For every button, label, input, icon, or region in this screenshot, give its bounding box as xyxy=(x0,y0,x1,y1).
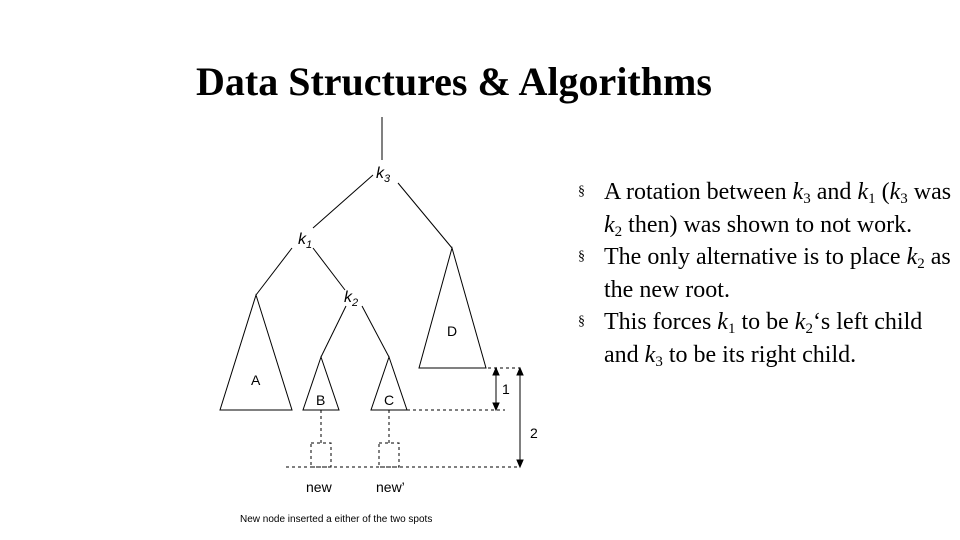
node-k1-label: $k_1$ xyxy=(298,231,313,251)
height-arrow-2-head-top xyxy=(517,368,523,375)
height-arrow-1-head-bottom xyxy=(493,403,499,410)
edge-k3-d xyxy=(398,183,452,248)
bullet-text: ( xyxy=(875,179,890,205)
bullet-text: A rotation between xyxy=(604,179,793,205)
bullet-text: as the new root. xyxy=(604,244,951,303)
subtree-d-label: D xyxy=(447,323,458,339)
bullet-variable: k xyxy=(604,211,615,238)
bullet-variable: k xyxy=(857,179,869,205)
height-label-2: 2 xyxy=(530,425,538,441)
bullet-text: to be xyxy=(735,309,795,335)
bullet-variable: k xyxy=(644,341,656,368)
bullet-variable: k xyxy=(717,309,728,335)
bullet-text: This forces xyxy=(604,309,718,335)
bullet-subscript: 2 xyxy=(917,256,925,272)
bullet-list xyxy=(576,176,956,371)
bullet-variable: k xyxy=(906,244,918,270)
bullet-subscript: 3 xyxy=(900,191,908,207)
bullet-subscript: 2 xyxy=(614,223,623,240)
bullet-marker-icon: § xyxy=(578,249,585,264)
bullet-text: and xyxy=(810,179,858,205)
bullet-variable: k xyxy=(889,179,901,205)
bullet-text: then) was shown to not work. xyxy=(622,211,913,238)
subtree-a-label: A xyxy=(251,372,261,388)
bullet-text: to be its right child. xyxy=(662,341,857,368)
bullet-subscript: 3 xyxy=(655,353,663,370)
subtree-c-label: C xyxy=(384,392,395,408)
bullet-text: was xyxy=(907,179,952,205)
bullet-marker-icon: § xyxy=(578,314,585,329)
bullet-marker-icon: § xyxy=(578,184,585,199)
bullet-subscript: 1 xyxy=(868,191,876,207)
edge-k1-k2 xyxy=(313,248,345,290)
bullet-subscript: 2 xyxy=(805,321,813,337)
height-arrow-1-head-top xyxy=(493,368,499,375)
insert-box-new-prime xyxy=(379,443,399,467)
height-label-1: 1 xyxy=(502,381,510,397)
bullet-variable: k xyxy=(794,309,806,335)
diagram-caption: New node inserted a either of the two spots xyxy=(240,514,433,525)
insert-label-new-prime: new’ xyxy=(376,479,405,495)
bullet-subscript: 3 xyxy=(803,191,811,207)
subtree-b-label: B xyxy=(316,392,326,408)
insert-box-new xyxy=(311,443,331,467)
edge-k1-a xyxy=(256,248,292,295)
bullet-text: ‘s left child and xyxy=(604,309,923,368)
bullet-text: The only alternative is to place xyxy=(604,244,907,270)
bullet-item xyxy=(576,241,956,306)
edge-k2-c xyxy=(362,306,389,357)
edge-k2-b xyxy=(321,306,346,357)
bullet-subscript: 1 xyxy=(727,321,736,337)
insert-label-new: new xyxy=(306,479,332,495)
subtree-a-triangle xyxy=(220,295,292,410)
edge-k3-k1 xyxy=(313,175,373,228)
height-arrow-2-head-bottom xyxy=(517,460,523,467)
subtree-d-triangle xyxy=(419,248,486,368)
bullet-item xyxy=(576,176,956,241)
node-k2-label: $k_2$ xyxy=(344,289,359,309)
slide-title: Data Structures & Algorithms xyxy=(196,59,712,104)
bullet-variable: k xyxy=(792,179,804,205)
bullet-item xyxy=(576,306,956,371)
node-k3-label: $k_3$ xyxy=(376,165,391,185)
